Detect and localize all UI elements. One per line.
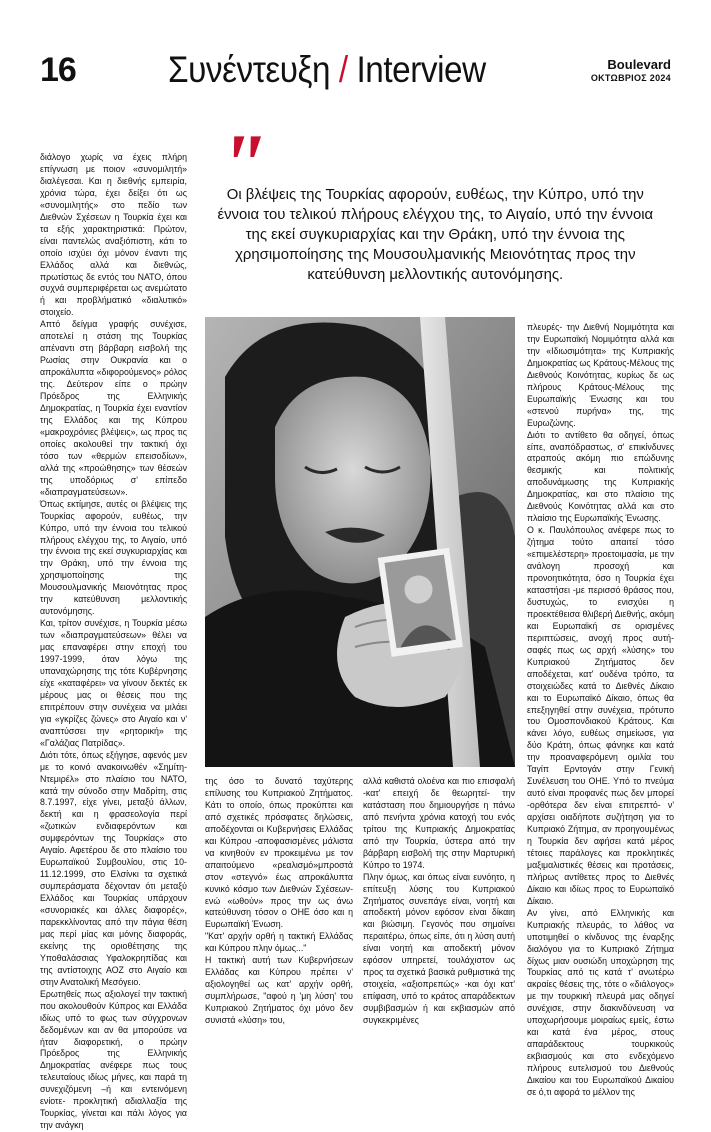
page-number: 16 [40, 51, 76, 89]
section-title-greek: Συνέντευξη [168, 49, 331, 90]
paragraph: Και, τρίτον συνέχισε, η Τουρκία μέσω των «διαπραγματεύσεων» θέλει να μας επαναφέρει στην εποχή του 1997-1999, όταν λόγω της υπαναχώρησης της τότε Κυβέρνησης είχε «καταφέρει» να γίνουν δεκτές εκ μέρους μας οι θέσεις που της επιτρέπουν στην συνέχεια να μιλάει για «γκρίζες ζώνες» στο Αιγαίο και ν' αναπτύσσει την «ρητορική» της «Γαλάζιας Πατρίδας». [40, 618, 187, 748]
section-title-separator: / [338, 49, 348, 90]
paragraph: Ερωτηθείς πως αξιολογεί την τακτική που ακολουθούν Κύπρος και Ελλάδα ιδίως υπό το φως των σύγχρονων δεδομένων και αν θα μπορούσε να ήταν διαφορετική, ο πρώην Πρόεδρος της Ελληνικής Δημοκρατίας ανέφερε πως τους τελευταίους ιδίως μήνες, και παρά τη συνεχιζόμενη –ή και εντεινόμενη ενίοτε- προκλητική αδιαλλαξία της Τουρκίας, γίνεται και πάλι λόγος για την ανάγκη [40, 988, 187, 1131]
article-column-1 [40, 152, 187, 1131]
section-title-english: Interview [356, 49, 486, 90]
paragraph: Ο κ. Παυλόπουλος ανέφερε πως το ζήτημα τούτο απαιτεί τόσο «επιμελέστερη» προετοιμασία, με την ανάλογη προσοχή και προνοητικότητα, όσο η Τουρκία έχει καταστήσει -με περισσό θράσος που, δυστυχώς, το ενισχύει η προεκτέθεισα θλιβερή Διεθνής, ακόμη και Ευρωπαϊκή σε ορισμένες περιπτώσεις, ανοχή προς αυτή- σαφές πως ως αρχή «λύσης» του Κυπριακού Ζητήματος δεν αποδέχεται, κατ' ουδένα τρόπο, τα στοιχειώδες κατά το Διεθνές Δίκαιο και το Ευρωπαϊκό Δίκαιο, όπως θα επεξηγηθεί στην συνέχεια, πρότυπο του Ομοσπονδιακού Κράτους. Και κάνει λόγο, ευθέως σημείωσε, για δύο Κράτη, όπως φάνηκε και κατά την προαναφερόμενη ομιλία του Ταγίπ Ερντογάν στην Γενική Συνέλευση του ΟΗΕ. Υπό το πνεύμα αυτό είναι προφανές πως δεν μπορεί -ορθότερα δεν είναι επιτρεπτό- ν' αρχίσει οιαδήποτε συζήτηση για το Κυπριακό Ζήτημα, αν προηγουμένως η Τουρκία δεν αφήσει κατά μέρος τέτοιες παράλογες και προκλητικές μαξιμαλιστικές θέσεις και προτάσεις, πλήρως αντίθετες προς το Διεθνές Δίκαιο και ιδίως προς το Ευρωπαϊκό Δίκαιο. [527, 525, 674, 906]
section-title [168, 50, 486, 90]
paragraph: Πλην όμως, και όπως είναι ευνόητο, η επίτευξη λύσης του Κυπριακού Ζητήματος συνεπάγε είναι, νοητή και αποδεκτή μόνον εφόσον είναι δίκαιη και βιώσιμη. Γεγονός που σημαίνει περαιτέρω, όπως είπε, ότι η λύση αυτή είναι νοητή και αποδεκτή μόνον εφόσον υπηρετεί, τουλάχιστον ως προς τα σχετικά βασικά ρυθμιστικά της στοιχεία, «αξιοπρεπώς» -και όχι κατ' επίφαση, υπό το κράτος απαράδεκτων συμβιβασμών ή και εκβιασμών από συγκεκριμένες [363, 871, 515, 1026]
paragraph: "Κατ' αρχήν ορθή η τακτική Ελλάδας και Κύπρου πλην όμως..." [205, 931, 353, 954]
photo-woman-holding-portrait-icon [205, 317, 515, 767]
paragraph: διάλογο χωρίς να έχεις πλήρη επίγνωση με ποιον «συνομιλητή» διαλέγεσαι. Και η διεθνής εμπειρία, χρόνια τώρα, έχει δείξει ότι ως «συνομιλητής» στο πεδίο των Διεθνών Σχέσεων η Τουρκία έχει και τα εξής χαρακτηριστικά: Πρώτον, είναι παντελώς αναξιόπιστη, κάτι το οποίο ισχύει όχι μόνον έναντι της Ελλάδος αλλά και διεθνώς, πρωτίστως δε εντός του ΝΑΤΟ, όπου συχνά συμπεριφέρεται ως ανεμώτατο ή και προβλήματικό «διαλυτικό» στοιχείο. [40, 152, 187, 318]
paragraph: πλευρές- την Διεθνή Νομιμότητα και την Ευρωπαϊκή Νομιμότητα αλλά και την «Ιδιωσιμότητα» της Κυπριακής Δημοκρατίας ως Κράτους-Μέλους της Διεθνούς Κοινότητας, κυρίως δε ως πλήρους Κράτους-Μέλους της Ευρωπαϊκής Ένωσης και του «στενού πυρήνα» της, της Ευρωζώνης. [527, 322, 674, 428]
paragraph: Όπως εκτίμησε, αυτές οι βλέψεις της Τουρκίας αφορούν, ευθέως, την Κύπρο, υπό την έννοια του τελικού πλήρους ελέγχου της, το Αιγαίο, υπό την έννοια της εκεί συγκυριαρχίας και την Θράκη, υπό την έννοια της χρησιμοποίησης της Μουσουλμανικής Μειονότητας προς την κατεύθυνση μελλοντικής αυτονόμησης. [40, 498, 187, 617]
pull-quote: Οι βλέψεις της Τουρκίας αφορούν, ευθέως, την Κύπρο, υπό την έννοια του τελικού πλήρους ελέγχου της, το Αιγαίο, υπό την έννοια της εκεί συγκυριαρχίας και την Θράκη, υπό την έννοια της χρησιμοποίησης της Μουσουλμανικής Μειονότητας προς την κατεύθυνση μελλοντικής αυτονόμησης. [217, 186, 654, 283]
paragraph: Διότι τότε, όπως εξήγησε, αφενός μεν με το κοινό ανακοινωθέν «Σημίτη-Ντεμιρέλ» στο πλαίσιο του ΝΑΤΟ, κατά την σύνοδο στην Μαδρίτη, στις 8.7.1997, είχε γίνει, μεταξύ άλλων, δεκτή και η φρασεολογία περί «ζωτικών ενδιαφερόντων και συμφερόντων της Τουρκίας» στο Αιγαίο. Αφετέρου δε στο πλαίσιο του Ευρωπαϊκού Συμβουλίου, στις 10-11.12.1999, στο Ελσίνκι τα σχετικά συμπεράσματα δέχονταν ότι μεταξύ Ελλάδος και Τουρκίας υπάρχουν «συνοριακές και άλλες διαφορές», παρεκκλίνοντας από την πάγια θέση μας περί μίας και μόνης διαφοράς, εκείνης της οριοθέτησης της Υποθαλάσσιας Υφαλοκρηπίδας και της αντίστοιχης ΑΟΖ στο Αιγαίο και στην Ανατολική Μεσόγειο. [40, 749, 187, 987]
article-column-3 [363, 776, 515, 1068]
paragraph: Απτό δείγμα γραφής συνέχισε, αποτελεί η στάση της Τουρκίας απέναντι στη βάρβαρη εισβολή της Ρωσίας στην Ουκρανία και ο απροκάλυπτα «διφορούμενος» ρόλος της. Δεύτερον είπε ο πρώην Πρόεδρος της Ελληνικής Δημοκρατίας, η Τουρκία έχει εναντίον της Ελλάδος και της Κύπρου «μακροχρόνιες βλέψεις», ως προς τις οποίες ακολουθεί την τακτική όχι τόσο των «θερμών επεισοδίων», αλλά της «προώθησης» των θέσεών της υποδόριως σ' επίπεδο «διαπραγματεύσεων». [40, 319, 187, 497]
paragraph: Η τακτική αυτή των Κυβερνήσεων Ελλάδας και Κύπρου πρέπει ν' αξιολογηθεί ως κατ' αρχήν ορθή, συμπλήρωσε, "αφού η 'μη λύση' του Κυπριακού Ζητήματος όχι μόνο δεν συνιστά «λύση» του, [205, 955, 353, 1026]
paragraph: της όσο το δυνατό ταχύτερης επίλυσης του Κυπριακού Ζητήματος. Κάτι το οποίο, όπως προκύπτει και από σχετικές πρόσφατες δηλώσεις, αποδέχονται οι Κυβερνήσεις Ελλάδας και Κύπρου -αποφασισμένες μάλιστα να κινηθούν εν προκειμένω με τον απαιτούμενο «ρεαλισμό»μπροστά στον «στεγνό» έως απροκάλυπτα κυνικό κόσμο των Διεθνών Σχέσεων- ενώ «ωθούν» προς την ως άνω κατεύθυνση τόσον ο ΟΗΕ όσο και η Ευρωπαϊκή Ένωση. [205, 776, 353, 930]
brand-name: Boulevard [607, 57, 671, 72]
article-photo [205, 317, 515, 767]
issue-date: ΟΚΤΩΒΡΙΟΣ 2024 [590, 73, 671, 83]
paragraph: Αν γίνει, από Ελληνικής και Κυπριακής πλευράς, το λάθος να υποτιμηθεί ο κίνδυνος της έναρξης διαλόγου για το Κυπριακό Ζήτημα δίχως μιαν ουσιώδη υποχώρηση της Τουρκίας από τις κατά τ' ανωτέρω ακραίες θέσεις της, τότε ο «διάλογος» με την τουρκική πλευρά μας οδηγεί συνέχισε, στην διακινδύνευση να υποχωρήσουμε μοιραίως εμείς, έστω και κατά ένα μέρος, στους απαράδεκτους τουρκικούς εκβιασμούς και στο ενδεχόμενο πλήρους ευτελισμού του Διεθνούς Δικαίου και του Ευρωπαϊκού Δικαίου σε ό,τι αφορά το μέλλον της [527, 907, 674, 1097]
page-header [0, 0, 711, 110]
article-column-4 [527, 322, 674, 1097]
paragraph: αλλά καθιστά ολοένα και πιο επισφαλή -κατ' επειχή δε θεωρητεί- την κατάσταση που δημιουργήσε η πάνω από πενήντα χρόνια κατοχή του ενός τρίτου της Κυπριακής Δημοκρατίας από την Τουρκία, ύστερα από την βάρβαρη εισβολή της στην Μαρτυρική Κύπρο το 1974. [363, 776, 515, 870]
paragraph: Διότι το αντίθετο θα οδηγεί, όπως είπε, αναπόδραστως, σ' επικίνδυνες ατραπούς ακόμη πιο επώδυνης θεσμικής και πολιτικής αποδυνάμωσης της Κυπριακής Δημοκρατίας, και στο πλαίσιο της Διεθνούς Κοινότητας αλλά και στο πλαίσιο της Ευρωπαϊκής Ένωσης. [527, 429, 674, 524]
quote-mark-icon: " [218, 117, 267, 214]
brand-block [591, 58, 671, 84]
article-column-2 [205, 776, 353, 1068]
